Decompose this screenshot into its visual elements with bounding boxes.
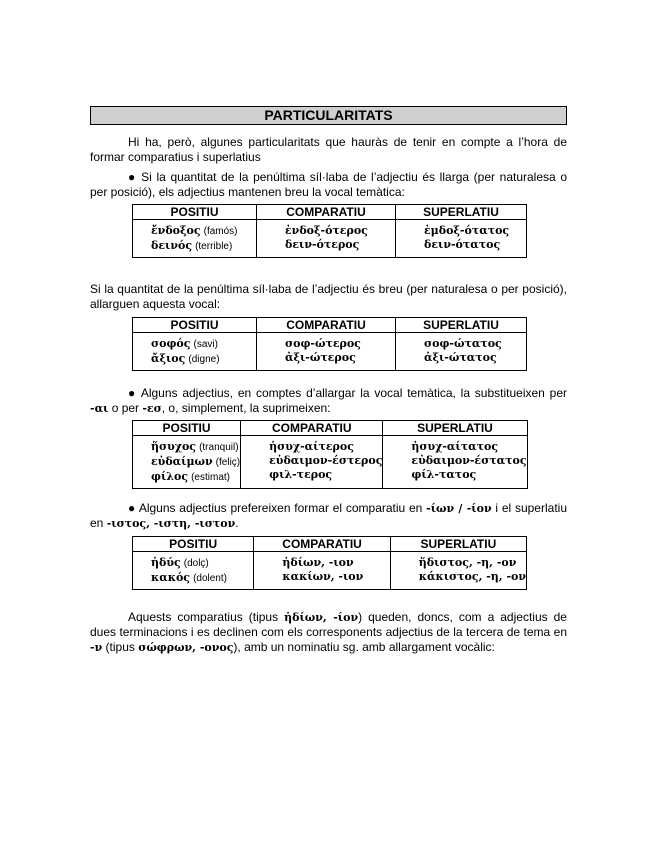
- header-comparatiu: COMPARATIU: [257, 205, 396, 220]
- header-comparatiu: COMPARATIU: [241, 421, 383, 436]
- comparatiu-cell: ἐνδοξ-ότερος δειν-ότερος: [257, 220, 396, 258]
- table-row: ἡδύς (dolç): [151, 556, 209, 569]
- document-page: [90, 106, 567, 655]
- positiu-cell: [133, 552, 254, 590]
- section-title: PARTICULARITATS: [90, 106, 567, 125]
- header-superlatiu: SUPERLATIU: [396, 318, 527, 333]
- closing-paragraph: Aquests comparatius (tipus ἡδίων, -ίον) queden, doncs, com a adjectius de dues terminacions i es declinen com els corresponents adjectius de la tercera de tema en -ν (tipus σώφρων, -ονος), amb un nominatiu sg. amb allargament vocàlic:: [90, 610, 567, 654]
- superlatiu-cell: ἥδιστος, -η, -ον κάκιστος, -η, -ον: [390, 552, 526, 590]
- table-row: δεινός (terrible): [151, 239, 233, 252]
- table-row: ἄξιος (digne): [151, 352, 220, 365]
- positiu-cell: [133, 436, 241, 489]
- header-positiu: POSITIU: [133, 421, 241, 436]
- header-superlatiu: SUPERLATIU: [396, 205, 527, 220]
- table-row: σοφός (savi): [151, 337, 218, 350]
- table-row: ἔνδοξος (famós): [151, 224, 238, 237]
- table-short-syllable: [132, 317, 527, 371]
- table-substitution: [132, 420, 528, 489]
- header-superlatiu: SUPERLATIU: [383, 421, 527, 436]
- positiu-cell: [133, 220, 257, 258]
- table-row: φίλος (estimat): [151, 470, 230, 483]
- table-long-syllable: [132, 204, 527, 258]
- rule-short-syllable: Si la quantitat de la penúltima síl·laba de l’adjectiu és breu (per naturalesa o per posició), allarguen aquesta vocal:: [90, 282, 567, 311]
- rule-substitution: ● Alguns adjectius, en comptes d’allargar la vocal temàtica, la substitueixen per -αι o per -εσ, o, simplement, la suprimeixen:: [90, 386, 567, 415]
- header-positiu: POSITIU: [133, 537, 254, 552]
- superlatiu-cell: σοφ-ώτατος ἀξι-ώτατος: [396, 333, 527, 371]
- rule-ion-comparative: ● Alguns adjectius prefereixen formar el comparatiu en -ίων / -ίον i el superlatiu en -ιστος, -ιστη, -ιστον.: [90, 501, 567, 530]
- table-row: κακός (dolent): [151, 571, 227, 584]
- header-positiu: POSITIU: [133, 205, 257, 220]
- comparatiu-cell: ἡσυχ-αίτερος εὐδαιμον-έστερος φιλ-τερος: [241, 436, 383, 489]
- positiu-cell: [133, 333, 257, 371]
- comparatiu-cell: ἡδίων, -ιον κακίων, -ιον: [254, 552, 390, 590]
- superlatiu-cell: ἐμδοξ-ότατος δειν-ότατος: [396, 220, 527, 258]
- table-row: ἥσυχος (tranquil): [151, 440, 239, 453]
- intro-paragraph: Hi ha, però, algunes particularitats que hauràs de tenir en compte a l’hora de formar comparatius i superlatius: [90, 135, 567, 164]
- header-comparatiu: COMPARATIU: [257, 318, 396, 333]
- header-comparatiu: COMPARATIU: [254, 537, 390, 552]
- table-row: εὐδαίμων (feliç): [151, 455, 241, 468]
- superlatiu-cell: ἡσυχ-αίτατος εὐδαιμον-έστατος φίλ-τατος: [383, 436, 527, 489]
- rule-long-syllable: ● Si la quantitat de la penúltima síl·laba de l’adjectiu és llarga (per naturalesa o per posició), els adjectius mantenen breu la vocal temàtica:: [90, 170, 567, 199]
- header-positiu: POSITIU: [133, 318, 257, 333]
- header-superlatiu: SUPERLATIU: [390, 537, 526, 552]
- comparatiu-cell: σοφ-ώτερος ἀξι-ώτερος: [257, 333, 396, 371]
- table-ion-comparative: [132, 536, 527, 590]
